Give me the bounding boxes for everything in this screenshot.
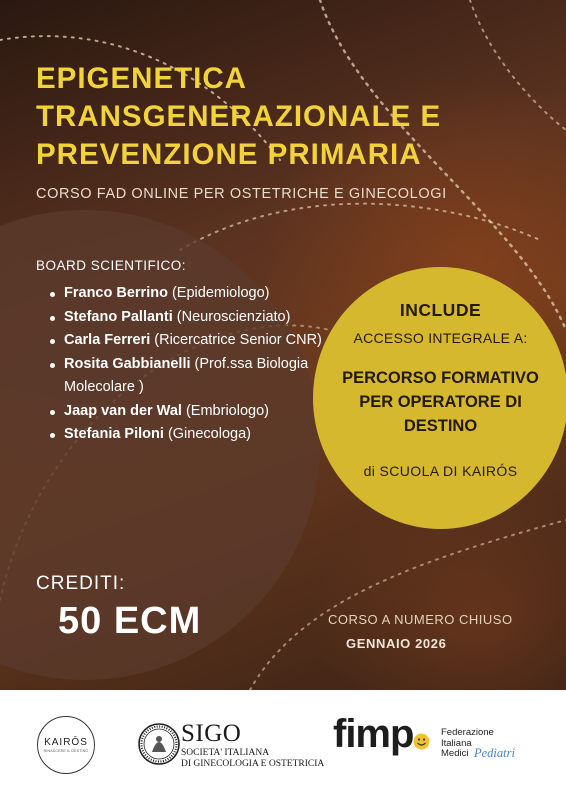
include-content <box>313 300 566 482</box>
credits-label: CREDITI: <box>36 573 126 594</box>
board-member <box>46 306 336 330</box>
member-name: Stefano Pallanti <box>64 308 173 325</box>
include-program: PERCORSO FORMATIVO PER OPERATORE DI DESTINO <box>342 369 539 435</box>
fimp-federation-line: Federazione <box>441 727 494 738</box>
member-name: Carla Ferreri <box>64 332 151 348</box>
member-name: Jaap van der Wal <box>64 402 182 419</box>
fimp-pediatri: Pediatri <box>474 746 515 760</box>
course-date: GENNAIO 2026 <box>346 636 447 651</box>
credits-value: 50 ECM <box>58 600 202 642</box>
course-title-line: TRANSGENERAZIONALE E <box>36 100 442 133</box>
include-provider: di SCUOLA DI KAIRÓS <box>363 463 518 479</box>
board-member-list <box>46 282 336 447</box>
board-member <box>46 400 336 424</box>
board-member <box>46 329 336 353</box>
course-title-line: EPIGENETICA <box>36 62 247 95</box>
course-title <box>36 60 536 174</box>
member-role: (Neuroscienziato) <box>172 308 291 325</box>
member-role: (Prof.ssa Biologia Molecolare ) <box>64 355 309 395</box>
member-role: (Epidemiologo) <box>167 285 270 301</box>
fimp-smiley-icon <box>413 733 430 750</box>
member-role: (Ginecologa) <box>163 426 251 442</box>
include-heading: INCLUDE <box>399 300 482 320</box>
sigo-subtitle: SOCIETA' ITALIANA <box>181 748 270 758</box>
course-type: CORSO A NUMERO CHIUSO <box>328 612 513 627</box>
course-title-line: PREVENZIONE PRIMARIA <box>36 138 422 171</box>
kairos-tagline: RINASCERE IL DESTINO <box>43 749 89 753</box>
sigo-name: SIGO <box>181 720 242 747</box>
board-label: BOARD SCIENTIFICO: <box>36 258 187 273</box>
member-name: Franco Berrino <box>64 285 168 301</box>
course-subtitle: CORSO FAD ONLINE PER OSTETRICHE E GINECOLOGI <box>36 186 447 202</box>
member-role: (Embriologo) <box>181 402 269 419</box>
fimp-federation-line: Medici <box>441 748 469 759</box>
kairos-name: KAIRŌS <box>44 737 88 748</box>
board-member <box>46 423 336 447</box>
partner-footer <box>0 690 566 800</box>
fimp-name: fimp <box>333 712 414 756</box>
member-role: (Ricercatrice Senior CNR) <box>150 332 322 348</box>
kairos-logo-icon <box>37 716 95 774</box>
member-name: Rosita Gabbianelli <box>64 355 191 372</box>
member-name: Stefania Piloni <box>64 426 164 442</box>
fimp-federation-line: Italiana <box>441 737 472 749</box>
board-member <box>46 282 336 306</box>
sigo-subtitle: DI GINECOLOGIA E OSTETRICIA <box>181 759 325 769</box>
board-member <box>46 353 336 400</box>
sigo-seal-icon <box>137 722 181 766</box>
include-subheading: ACCESSO INTEGRALE A: <box>353 330 528 346</box>
